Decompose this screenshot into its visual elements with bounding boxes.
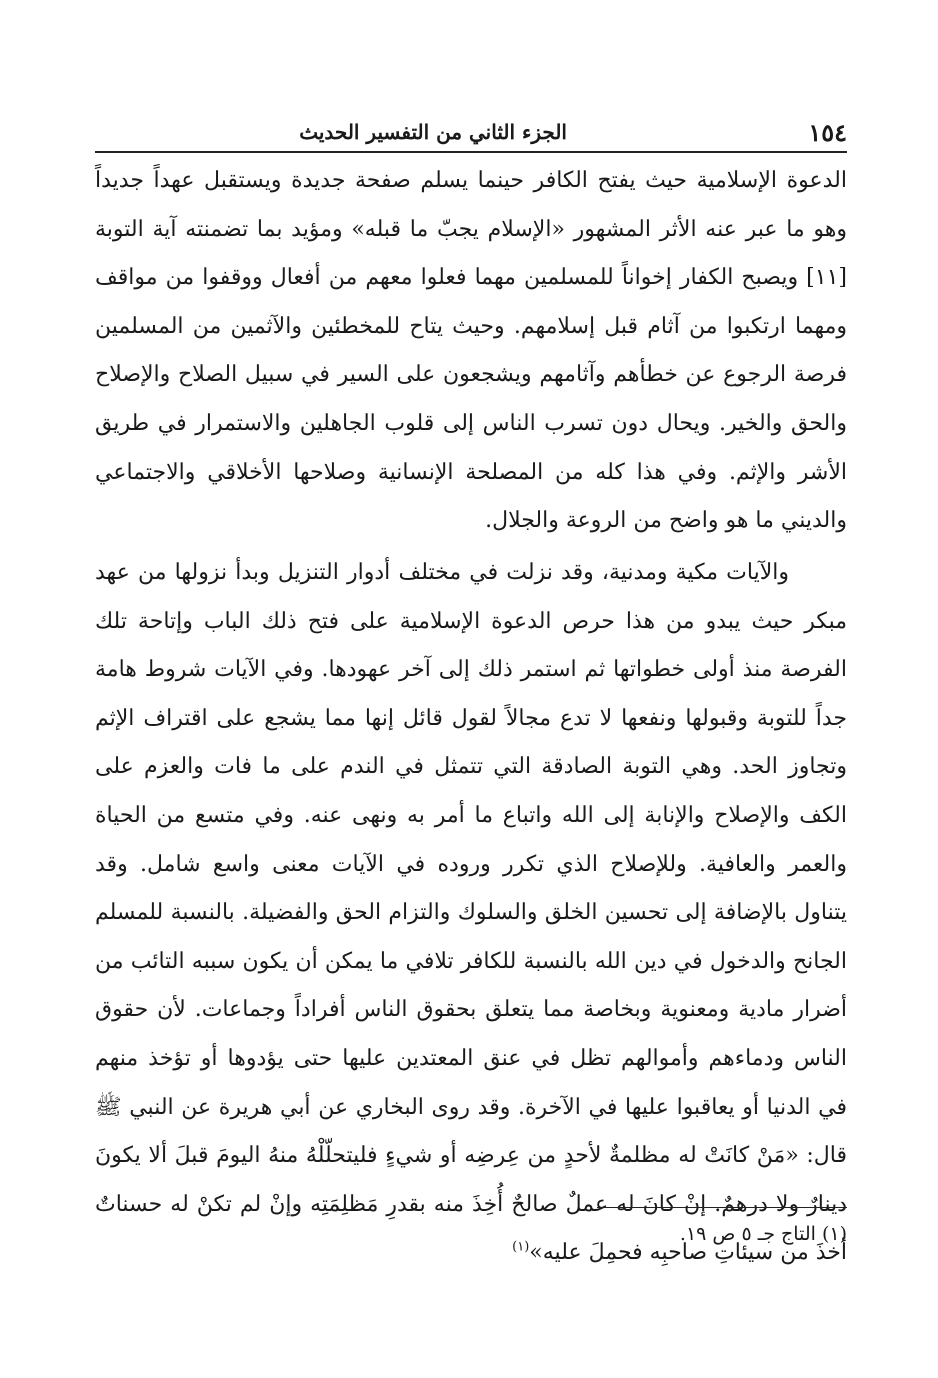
page-number: ١٥٤	[808, 118, 847, 147]
paragraph-1	[95, 157, 847, 546]
header-rule	[95, 151, 847, 153]
footnote-rule	[597, 1207, 847, 1208]
running-title: الجزء الثاني من التفسير الحديث	[299, 120, 567, 144]
footnote-reference: (١)	[512, 1239, 530, 1255]
page-header	[95, 110, 847, 150]
paragraph-2-text: والآيات مكية ومدنية، وقد نزلت في مختلف أدوار التنزيل وبدأ نزولها من عهد مبكر حيث يبدو من هذا حرص الدعوة الإسلامية على فتح ذلك الباب وإتاحة تلك الفرصة منذ أولى خطواتها ثم استمر ذلك إلى آخر عهودها. وفي الآيات شروط هامة جداً للتوبة وقبولها ونفعها لا تدع مجالاً لقول قائل إنها مما يشجع على اقتراف الإثم وتجاوز الحد. وهي التوبة الصادقة التي تتمثل في الندم على ما فات والعزم على الكف والإصلاح والإنابة إلى الله واتباع ما أمر به ونهى عنه. وفي متسع من الحياة والعمر والعافية. وللإصلاح الذي تكرر وروده في الآيات معنى واسع شامل. وقد يتناول بالإضافة إلى تحسين الخلق والسلوك والتزام الحق والفضيلة. بالنسبة للمسلم الجانح والدخول في دين الله بالنسبة للكافر تلافي ما يمكن أن يكون سببه التائب من أضرار مادية ومعنوية وبخاصة مما يتعلق بحقوق الناس أفراداً وجماعات. لأن حقوق الناس ودماءهم وأموالهم تظل في عنق المعتدين عليها حتى يؤدوها أو تؤخذ منهم في الدنيا أو يعاقبوا عليها في الآخرة. وقد روى البخاري عن أبي هريرة عن النبي ﷺ قال: «مَنْ كانَتْ له مظلمةٌ لأحدٍ من عِرضِه أو شيءٍ فليتحلّلْهُ منهُ اليومَ قبلَ ألا يكونَ دينارٌ ولا درهمٌ. إنْ كانَ له عملٌ صالحٌ أُخِذَ منه بقدرِ مَظلِمَتِه وإنْ لم تكنْ له حسناتٌ أخذَ من سيئاتِ صاحبِه فحمِلَ عليه»	[95, 560, 848, 1266]
footnote-1: (١) التاج جـ ٥ ص ١٩.	[679, 1223, 847, 1245]
paragraph-2	[95, 549, 847, 1278]
paragraph-1-text: الدعوة الإسلامية حيث يفتح الكافر حينما يسلم صفحة جديدة ويستقبل عهداً جديداً وهو ما عبر عنه الأثر المشهور «الإسلام يجبّ ما قبله» ومؤيد بما تضمنته آية التوبة [١١] ويصبح الكفار إخواناً للمسلمين مهما فعلوا معهم من أفعال ووقفوا من مواقف ومهما ارتكبوا من آثام قبل إسلامهم. وحيث يتاح للمخطئين والآثمين من المسلمين فرصة الرجوع عن خطأهم وآثامهم ويشجعون على السير في سبيل الصلاح والإصلاح والحق والخير. ويحال دون تسرب الناس إلى قلوب الجاهلين والاستمرار في طريق الأشر والإثم. وفي هذا كله من المصلحة الإنسانية وصلاحها الأخلاقي والاجتماعي والديني ما هو واضح من الروعة والجلال.	[95, 168, 848, 534]
